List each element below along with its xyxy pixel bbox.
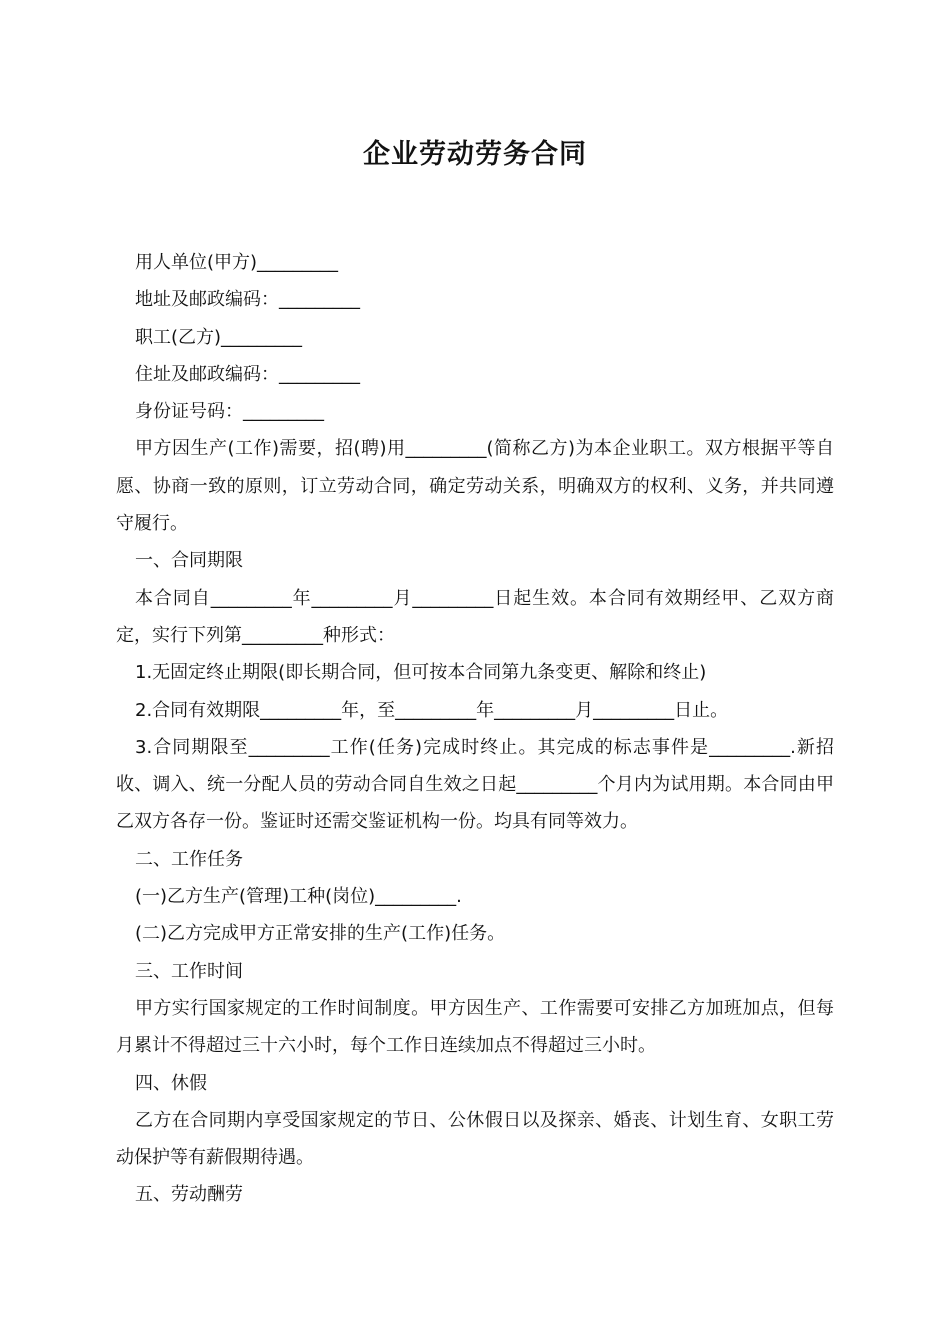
section-heading-term: 一、合同期限 bbox=[135, 550, 243, 572]
section-heading-tasks: 二、工作任务 bbox=[135, 848, 243, 870]
tasks-item-1: (一)乙方生产(管理)工种(岗位)_________. bbox=[135, 886, 462, 908]
document-title: 企业劳动劳务合同 bbox=[363, 139, 587, 170]
tasks-item-2: (二)乙方完成甲方正常安排的生产(工作)任务。 bbox=[135, 923, 506, 945]
party-a-line: 用人单位(甲方)_________ bbox=[135, 252, 339, 273]
term-option-1: 1.无固定终止期限(即长期合同，但可按本合同第九条变更、解除和终止) bbox=[135, 662, 707, 684]
term-paragraph: 本合同自_________年_________月_________日起生效。本合同有效期经甲、乙双方商定，实行下列第_________种形式： bbox=[116, 587, 834, 646]
term-option-3: 3.合同期限至_________工作(任务)完成时终止。其完成的标志事件是_________.新招收、调入、统一分配人员的劳动合同自生效之日起_________个月内为试用期。本合同由甲乙双方各存一份。鉴证时还需交鉴证机构一份。均具有同等效力。 bbox=[116, 736, 834, 833]
document-body bbox=[116, 244, 834, 1214]
party-a-address-line: 地址及邮政编码：_________ bbox=[135, 289, 360, 311]
party-b-address-line: 住址及邮政编码：_________ bbox=[135, 363, 360, 385]
term-option-2: 2.合同有效期限_________年，至_________年_________月_________日止。 bbox=[135, 699, 729, 721]
leave-paragraph: 乙方在合同期内享受国家规定的节日、公休假日以及探亲、婚丧、计划生育、女职工劳动保护等有薪假期待遇。 bbox=[116, 1109, 834, 1169]
id-number-line: 身份证号码：_________ bbox=[135, 401, 324, 423]
hours-paragraph: 甲方实行国家规定的工作时间制度。甲方因生产、工作需要可安排乙方加班加点，但每月累计不得超过三十六小时，每个工作日连续加点不得超过三小时。 bbox=[116, 997, 834, 1057]
party-b-line: 职工(乙方)_________ bbox=[135, 326, 303, 348]
section-heading-hours: 三、工作时间 bbox=[135, 960, 243, 982]
section-heading-leave: 四、休假 bbox=[135, 1072, 207, 1094]
section-heading-pay: 五、劳动酬劳 bbox=[135, 1184, 243, 1206]
preamble-paragraph: 甲方因生产(工作)需要，招(聘)用_________(简称乙方)为本企业职工。双方根据平等自愿、协商一致的原则，订立劳动合同，确定劳动关系，明确双方的权利、义务，并共同遵守履行。 bbox=[116, 438, 834, 535]
